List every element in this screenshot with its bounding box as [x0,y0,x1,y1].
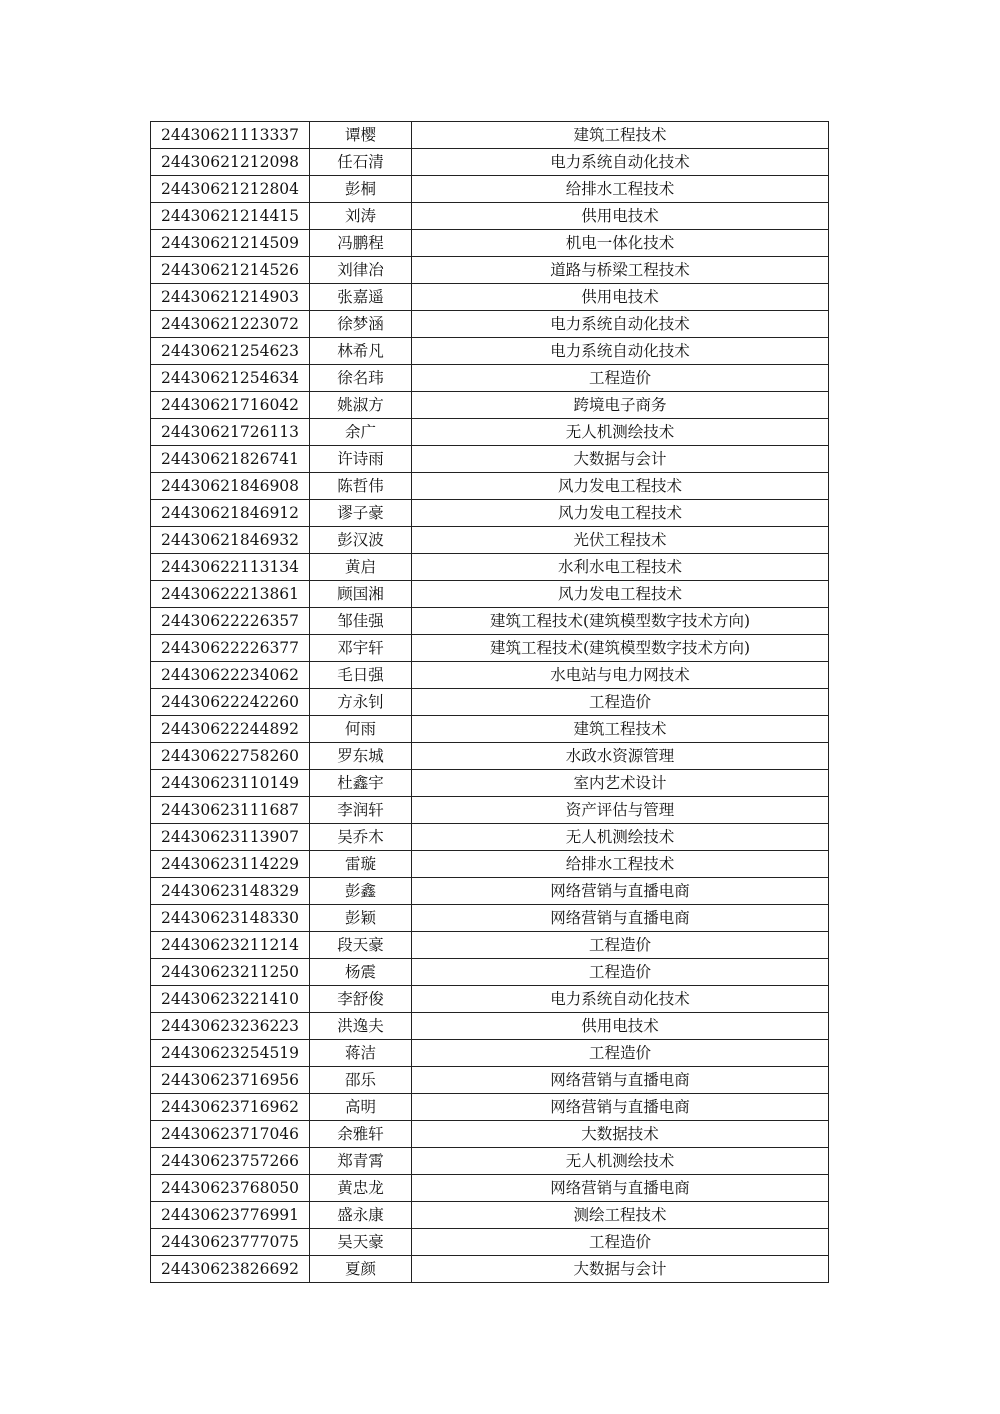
table-row [151,797,829,824]
student-name-cell: 谬子豪 [310,500,412,527]
student-name-cell: 张嘉遥 [310,284,412,311]
student-roster-table [150,121,829,1283]
student-name-cell: 邓宇轩 [310,635,412,662]
student-id-cell: 24430622213861 [151,581,310,608]
table-row [151,932,829,959]
student-id-cell: 24430623777075 [151,1229,310,1256]
major-cell: 供用电技术 [412,203,829,230]
student-id-cell: 24430621214509 [151,230,310,257]
student-name-cell: 姚淑方 [310,392,412,419]
major-cell: 工程造价 [412,959,829,986]
major-cell: 工程造价 [412,365,829,392]
student-name-cell: 盛永康 [310,1202,412,1229]
table-row [151,716,829,743]
student-name-cell: 刘律冶 [310,257,412,284]
student-name-cell: 彭颖 [310,905,412,932]
student-name-cell: 洪逸夫 [310,1013,412,1040]
table-row [151,662,829,689]
major-cell: 网络营销与直播电商 [412,1175,829,1202]
table-row [151,392,829,419]
student-name-cell: 杜鑫宇 [310,770,412,797]
student-name-cell: 李舒俊 [310,986,412,1013]
student-id-cell: 24430623716956 [151,1067,310,1094]
student-name-cell: 段天豪 [310,932,412,959]
major-cell: 电力系统自动化技术 [412,986,829,1013]
major-cell: 工程造价 [412,1229,829,1256]
major-cell: 风力发电工程技术 [412,473,829,500]
student-name-cell: 许诗雨 [310,446,412,473]
table-row [151,986,829,1013]
student-name-cell: 黄忠龙 [310,1175,412,1202]
student-id-cell: 24430623768050 [151,1175,310,1202]
table-row [151,149,829,176]
table-row [151,419,829,446]
table-row [151,1229,829,1256]
major-cell: 网络营销与直播电商 [412,878,829,905]
student-id-cell: 24430621846912 [151,500,310,527]
table-row [151,473,829,500]
student-id-cell: 24430622244892 [151,716,310,743]
table-row [151,1148,829,1175]
student-name-cell: 雷璇 [310,851,412,878]
student-id-cell: 24430621846932 [151,527,310,554]
student-id-cell: 24430621254634 [151,365,310,392]
student-id-cell: 24430622242260 [151,689,310,716]
student-id-cell: 24430621223072 [151,311,310,338]
student-id-cell: 24430621212804 [151,176,310,203]
student-id-cell: 24430621214903 [151,284,310,311]
student-name-cell: 夏颜 [310,1256,412,1283]
student-name-cell: 黄启 [310,554,412,581]
table-row [151,905,829,932]
student-id-cell: 24430621214415 [151,203,310,230]
student-name-cell: 陈哲伟 [310,473,412,500]
table-row [151,743,829,770]
table-row [151,338,829,365]
table-row [151,527,829,554]
table-row [151,770,829,797]
student-id-cell: 24430623757266 [151,1148,310,1175]
table-row [151,1202,829,1229]
student-name-cell: 何雨 [310,716,412,743]
table-row [151,608,829,635]
table-row [151,581,829,608]
major-cell: 水政水资源管理 [412,743,829,770]
major-cell: 工程造价 [412,689,829,716]
student-id-cell: 24430621826741 [151,446,310,473]
table-row [151,446,829,473]
major-cell: 水利水电工程技术 [412,554,829,581]
student-name-cell: 徐梦涵 [310,311,412,338]
student-id-cell: 24430623113907 [151,824,310,851]
major-cell: 工程造价 [412,1040,829,1067]
major-cell: 建筑工程技术(建筑模型数字技术方向) [412,635,829,662]
student-id-cell: 24430623717046 [151,1121,310,1148]
student-id-cell: 24430622234062 [151,662,310,689]
student-id-cell: 24430623776991 [151,1202,310,1229]
student-name-cell: 余雅轩 [310,1121,412,1148]
student-name-cell: 余广 [310,419,412,446]
table-row [151,230,829,257]
table-row [151,1175,829,1202]
student-id-cell: 24430621254623 [151,338,310,365]
table-row [151,878,829,905]
major-cell: 给排水工程技术 [412,176,829,203]
student-name-cell: 郑青霄 [310,1148,412,1175]
table-row [151,1121,829,1148]
table-row [151,1067,829,1094]
student-name-cell: 邵乐 [310,1067,412,1094]
major-cell: 无人机测绘技术 [412,419,829,446]
student-name-cell: 任石清 [310,149,412,176]
major-cell: 水电站与电力网技术 [412,662,829,689]
table-row [151,284,829,311]
table-row [151,122,829,149]
student-name-cell: 林希凡 [310,338,412,365]
table-row [151,554,829,581]
student-id-cell: 24430623221410 [151,986,310,1013]
student-name-cell: 杨震 [310,959,412,986]
student-id-cell: 24430621212098 [151,149,310,176]
major-cell: 网络营销与直播电商 [412,905,829,932]
major-cell: 建筑工程技术 [412,716,829,743]
major-cell: 室内艺术设计 [412,770,829,797]
major-cell: 跨境电子商务 [412,392,829,419]
student-id-cell: 24430623148329 [151,878,310,905]
table-row [151,1256,829,1283]
major-cell: 大数据与会计 [412,1256,829,1283]
table-row [151,1040,829,1067]
major-cell: 大数据与会计 [412,446,829,473]
major-cell: 测绘工程技术 [412,1202,829,1229]
student-id-cell: 24430623211214 [151,932,310,959]
table-row [151,635,829,662]
major-cell: 大数据技术 [412,1121,829,1148]
table-row [151,176,829,203]
student-name-cell: 顾国湘 [310,581,412,608]
table-row [151,1094,829,1121]
major-cell: 风力发电工程技术 [412,500,829,527]
student-id-cell: 24430622226357 [151,608,310,635]
table-row [151,203,829,230]
student-name-cell: 吴乔木 [310,824,412,851]
student-name-cell: 方永钊 [310,689,412,716]
student-name-cell: 毛日强 [310,662,412,689]
major-cell: 建筑工程技术(建筑模型数字技术方向) [412,608,829,635]
student-id-cell: 24430623148330 [151,905,310,932]
major-cell: 供用电技术 [412,1013,829,1040]
student-name-cell: 彭鑫 [310,878,412,905]
student-name-cell: 高明 [310,1094,412,1121]
student-name-cell: 徐名玮 [310,365,412,392]
table-row [151,689,829,716]
major-cell: 供用电技术 [412,284,829,311]
major-cell: 风力发电工程技术 [412,581,829,608]
student-name-cell: 冯鹏程 [310,230,412,257]
student-name-cell: 刘涛 [310,203,412,230]
student-id-cell: 24430623114229 [151,851,310,878]
student-name-cell: 吴天豪 [310,1229,412,1256]
major-cell: 电力系统自动化技术 [412,311,829,338]
student-id-cell: 24430621716042 [151,392,310,419]
student-id-cell: 24430621113337 [151,122,310,149]
student-id-cell: 24430621726113 [151,419,310,446]
roster-body [151,122,829,1283]
major-cell: 无人机测绘技术 [412,1148,829,1175]
student-name-cell: 李润轩 [310,797,412,824]
student-id-cell: 24430623110149 [151,770,310,797]
student-id-cell: 24430623211250 [151,959,310,986]
major-cell: 网络营销与直播电商 [412,1094,829,1121]
major-cell: 工程造价 [412,932,829,959]
student-id-cell: 24430623716962 [151,1094,310,1121]
student-id-cell: 24430622113134 [151,554,310,581]
table-row [151,959,829,986]
student-name-cell: 邹佳强 [310,608,412,635]
major-cell: 给排水工程技术 [412,851,829,878]
student-name-cell: 彭桐 [310,176,412,203]
major-cell: 道路与桥梁工程技术 [412,257,829,284]
student-id-cell: 24430622226377 [151,635,310,662]
student-id-cell: 24430623254519 [151,1040,310,1067]
student-id-cell: 24430623236223 [151,1013,310,1040]
table-row [151,500,829,527]
major-cell: 建筑工程技术 [412,122,829,149]
table-row [151,1013,829,1040]
student-id-cell: 24430622758260 [151,743,310,770]
major-cell: 电力系统自动化技术 [412,338,829,365]
student-id-cell: 24430621846908 [151,473,310,500]
student-id-cell: 24430623111687 [151,797,310,824]
table-row [151,851,829,878]
student-id-cell: 24430623826692 [151,1256,310,1283]
major-cell: 光伏工程技术 [412,527,829,554]
student-name-cell: 谭樱 [310,122,412,149]
table-row [151,311,829,338]
student-name-cell: 蒋洁 [310,1040,412,1067]
major-cell: 无人机测绘技术 [412,824,829,851]
major-cell: 电力系统自动化技术 [412,149,829,176]
major-cell: 资产评估与管理 [412,797,829,824]
table-row [151,365,829,392]
major-cell: 机电一体化技术 [412,230,829,257]
table-row [151,257,829,284]
student-id-cell: 24430621214526 [151,257,310,284]
major-cell: 网络营销与直播电商 [412,1067,829,1094]
student-name-cell: 彭汉波 [310,527,412,554]
table-row [151,824,829,851]
student-name-cell: 罗东城 [310,743,412,770]
